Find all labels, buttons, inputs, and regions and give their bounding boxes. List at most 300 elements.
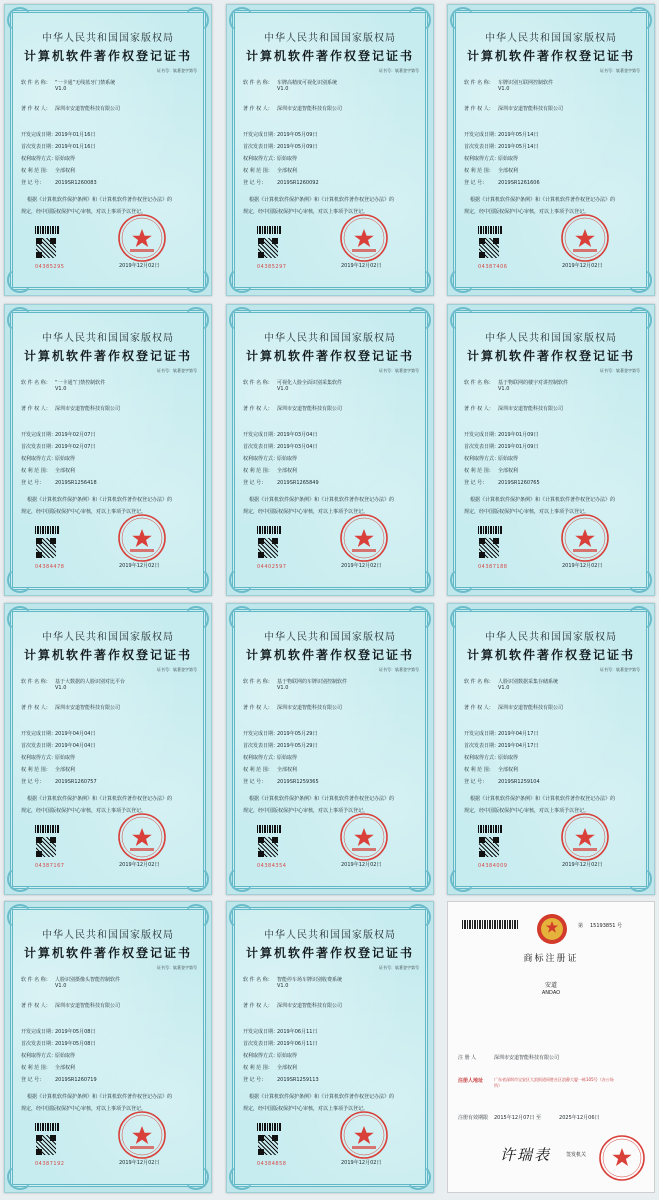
trademark-office-seal	[598, 1134, 646, 1182]
legal-paragraph-1: 根据《计算机软件保护条例》和《计算机软件著作权登记办法》的	[470, 796, 616, 802]
validity-label: 注册有效期限	[458, 1115, 489, 1121]
serial-number: 04384858	[257, 1161, 287, 1167]
owner-row	[243, 405, 423, 412]
acquisition-label: 权利取得方式：	[21, 456, 57, 462]
owner-value: 深圳市安道智能科技有限公司	[55, 106, 121, 112]
rights-scope-row	[243, 1064, 423, 1071]
legal-paragraph-2: 规定，经中国版权保护中心审核，对以上事项予以登记。	[464, 808, 590, 814]
software-version: V1.0	[277, 685, 289, 691]
publish-date-label: 首次发表日期：	[21, 1041, 57, 1047]
acquisition-value: 原始取得	[498, 156, 519, 162]
publish-date: 2019年05月14日	[498, 144, 539, 150]
software-name: 基于物联网的车牌识别控制软件	[277, 679, 348, 685]
certificate-number: 证书号：软著登字第号	[379, 667, 419, 672]
publish-date-row	[243, 443, 423, 450]
registration-row	[243, 1076, 423, 1083]
legal-paragraph-1: 根据《计算机软件保护条例》和《计算机软件著作权登记办法》的	[470, 497, 616, 503]
software-version: V1.0	[277, 86, 289, 92]
certificate-number: 证书号：软著登字第号	[157, 667, 197, 672]
seal-date: 2019年12月02日	[562, 263, 603, 269]
issuer-title: 中华人民共和国国家版权局	[42, 33, 174, 44]
registration-number: 2019SR1261606	[498, 180, 540, 186]
publish-date-row	[464, 742, 644, 749]
acquisition-value: 原始取得	[55, 456, 76, 462]
rights-scope-label: 权 利 范 围：	[243, 468, 273, 474]
copyright-certificate-10	[4, 901, 212, 1193]
acquisition-row	[464, 455, 644, 462]
qr-code	[35, 237, 57, 259]
acquisition-label: 权利取得方式：	[464, 456, 500, 462]
serial-number: 04385295	[35, 264, 65, 270]
rights-scope-value: 全部权利	[498, 468, 519, 474]
acquisition-value: 原始取得	[277, 755, 298, 761]
legal-paragraph-2: 规定，经中国版权保护中心审核，对以上事项予以登记。	[21, 1106, 147, 1112]
acquisition-label: 权利取得方式：	[21, 755, 57, 761]
registration-row	[464, 479, 644, 486]
completion-date-row	[243, 131, 423, 138]
barcode	[257, 825, 281, 833]
registration-label: 登 记 号：	[464, 180, 488, 186]
registration-number: 2019SR1260757	[55, 779, 97, 785]
acquisition-label: 权利取得方式：	[21, 156, 57, 162]
publish-date: 2019年02月07日	[55, 444, 96, 450]
registration-number: 2019SR1260092	[277, 180, 319, 186]
rights-scope-label: 权 利 范 围：	[21, 468, 51, 474]
completion-date-label: 开发完成日期：	[21, 432, 57, 438]
serial-number: 04387192	[35, 1161, 65, 1167]
certificate-title: 计算机软件著作权登记证书	[466, 648, 635, 662]
certificate-number: 证书号：软著登字第号	[600, 667, 640, 672]
registration-label: 登 记 号：	[21, 1077, 45, 1083]
seal-date: 2019年12月02日	[119, 1160, 160, 1166]
publish-date-row	[464, 143, 644, 150]
software-name-label: 软 件 名 称：	[21, 380, 51, 386]
completion-date-label: 开发完成日期：	[243, 132, 279, 138]
issuer-title: 中华人民共和国国家版权局	[264, 632, 396, 643]
completion-date-label: 开发完成日期：	[243, 731, 279, 737]
rights-scope-value: 全部权利	[55, 168, 76, 174]
barcode	[35, 825, 59, 833]
publish-date-label: 首次发表日期：	[21, 444, 57, 450]
certificate-title: 计算机软件著作权登记证书	[466, 349, 635, 363]
certificate-title: 计算机软件著作权登记证书	[245, 946, 414, 960]
completion-date-label: 开发完成日期：	[243, 432, 279, 438]
qr-code	[257, 237, 279, 259]
registration-row	[243, 778, 423, 785]
copyright-certificate-2	[226, 4, 434, 296]
rights-scope-row	[464, 167, 644, 174]
registration-label: 登 记 号：	[21, 480, 45, 486]
registration-number: 2019SR1259365	[277, 779, 319, 785]
rights-scope-row	[21, 467, 201, 474]
completion-date: 2019年03月04日	[277, 432, 318, 438]
publish-date: 2019年05月29日	[277, 743, 318, 749]
seal-date: 2019年12月02日	[341, 563, 382, 569]
rights-scope-label: 权 利 范 围：	[21, 767, 51, 773]
software-name: 基于大数据的人脸识别对比平台	[55, 679, 126, 685]
copyright-certificate-1	[4, 4, 212, 296]
publish-date: 2019年03月04日	[277, 444, 318, 450]
software-version: V1.0	[55, 983, 67, 989]
registration-number: 2019SR1260083	[55, 180, 97, 186]
validity-to: 2025年12月06日	[559, 1115, 600, 1121]
certificate-title: 计算机软件著作权登记证书	[245, 349, 414, 363]
qr-code	[478, 237, 500, 259]
publish-date-label: 首次发表日期：	[21, 743, 57, 749]
publish-date: 2019年04月17日	[498, 743, 539, 749]
acquisition-label: 权利取得方式：	[243, 1053, 279, 1059]
qr-code	[478, 836, 500, 858]
certificate-number: 证书号：软著登字第号	[379, 68, 419, 73]
owner-value: 深圳市安道智能科技有限公司	[55, 1003, 121, 1009]
owner-label: 著 作 权 人：	[243, 406, 273, 412]
owner-row	[21, 105, 201, 112]
rights-scope-row	[21, 167, 201, 174]
software-name-row	[243, 379, 423, 386]
publish-date-row	[21, 1040, 201, 1047]
official-seal	[117, 812, 167, 862]
barcode	[478, 226, 502, 234]
rights-scope-row	[21, 1064, 201, 1071]
legal-paragraph-2: 规定，经中国版权保护中心审核，对以上事项予以登记。	[243, 1106, 369, 1112]
seal-date: 2019年12月02日	[119, 563, 160, 569]
acquisition-row	[243, 1052, 423, 1059]
acquisition-label: 权利取得方式：	[243, 755, 279, 761]
completion-date: 2019年01月09日	[498, 432, 539, 438]
software-name: 人脸识别数据采集存储系统	[498, 679, 559, 685]
rights-scope-value: 全部权利	[277, 468, 298, 474]
owner-label: 著 作 权 人：	[21, 1003, 51, 1009]
owner-row	[21, 405, 201, 412]
publish-date: 2019年04月04日	[55, 743, 96, 749]
software-name-row	[21, 678, 201, 685]
address-row	[458, 1077, 644, 1089]
owner-label: 著 作 权 人：	[243, 1003, 273, 1009]
registration-number: 2019SR1256418	[55, 480, 97, 486]
software-name-label: 软 件 名 称：	[21, 679, 51, 685]
serial-number: 04387188	[478, 564, 508, 570]
registration-label: 登 记 号：	[21, 180, 45, 186]
header-barcode	[462, 920, 518, 929]
issuer-title: 中华人民共和国国家版权局	[485, 333, 617, 344]
rights-scope-value: 全部权利	[55, 767, 76, 773]
software-name: “一卡通”门禁控制软件	[55, 380, 106, 386]
software-name-label: 软 件 名 称：	[21, 977, 51, 983]
registration-label: 登 记 号：	[21, 779, 45, 785]
acquisition-value: 原始取得	[498, 456, 519, 462]
issuer-title: 中华人民共和国国家版权局	[42, 632, 174, 643]
registrant-label: 注 册 人	[458, 1055, 477, 1061]
qr-code	[35, 537, 57, 559]
registration-label: 登 记 号：	[464, 480, 488, 486]
serial-number: 04402597	[257, 564, 287, 570]
software-name-label: 软 件 名 称：	[21, 80, 51, 86]
rights-scope-row	[243, 167, 423, 174]
software-name-label: 软 件 名 称：	[243, 380, 273, 386]
rights-scope-label: 权 利 范 围：	[21, 1065, 51, 1071]
publish-date-row	[243, 742, 423, 749]
validity-from: 2015年12月07日 至	[494, 1115, 542, 1121]
barcode	[257, 526, 281, 534]
owner-row	[243, 105, 423, 112]
software-name-label: 软 件 名 称：	[243, 80, 273, 86]
rights-scope-row	[243, 766, 423, 773]
trademark-certificate	[447, 901, 655, 1193]
registration-number: 2019SR1265849	[277, 480, 319, 486]
completion-date-row	[464, 431, 644, 438]
software-name-row	[464, 379, 644, 386]
software-name-label: 软 件 名 称：	[243, 679, 273, 685]
software-version: V1.0	[498, 86, 510, 92]
software-version: V1.0	[498, 386, 510, 392]
registration-label: 登 记 号：	[464, 779, 488, 785]
rights-scope-row	[464, 467, 644, 474]
completion-date-label: 开发完成日期：	[21, 1029, 57, 1035]
serial-number: 04387406	[478, 264, 508, 270]
registration-label: 登 记 号：	[243, 779, 267, 785]
copyright-certificate-11	[226, 901, 434, 1193]
rights-scope-label: 权 利 范 围：	[243, 767, 273, 773]
owner-value: 深圳市安道智能科技有限公司	[277, 106, 343, 112]
owner-row	[464, 105, 644, 112]
software-name-label: 软 件 名 称：	[464, 380, 494, 386]
publish-date-label: 首次发表日期：	[243, 743, 279, 749]
certificate-title: 计算机软件著作权登记证书	[23, 349, 192, 363]
address-value: 广东省深圳市宝安区大浪街道同胜社区浪静大厦一栋105号（办公场所）	[494, 1077, 614, 1088]
registration-label: 登 记 号：	[243, 1077, 267, 1083]
certificate-number: 证书号：软著登字第号	[157, 68, 197, 73]
completion-date-row	[21, 1028, 201, 1035]
publish-date: 2019年01月16日	[55, 144, 96, 150]
trademark-number-label: 第	[578, 923, 584, 929]
owner-value: 深圳市安道智能科技有限公司	[498, 705, 564, 711]
registration-row	[21, 179, 201, 186]
owner-label: 著 作 权 人：	[243, 106, 273, 112]
rights-scope-label: 权 利 范 围：	[464, 168, 494, 174]
owner-row	[464, 405, 644, 412]
copyright-certificate-6	[447, 304, 655, 596]
registration-number: 2019SR1259104	[498, 779, 540, 785]
owner-row	[243, 1002, 423, 1009]
software-name: 人脸识别摄像头智能控制软件	[55, 977, 121, 983]
rights-scope-label: 权 利 范 围：	[464, 767, 494, 773]
legal-paragraph-2: 规定，经中国版权保护中心审核，对以上事项予以登记。	[464, 209, 590, 215]
publish-date-row	[21, 443, 201, 450]
qr-code	[257, 836, 279, 858]
registrant-value: 深圳市安道智能科技有限公司	[494, 1055, 560, 1061]
certificate-number: 证书号：软著登字第号	[379, 965, 419, 970]
certificate-number: 证书号：软著登字第号	[600, 68, 640, 73]
acquisition-value: 原始取得	[55, 1053, 76, 1059]
publish-date-label: 首次发表日期：	[464, 144, 500, 150]
software-name-row	[464, 678, 644, 685]
seal-date: 2019年12月02日	[562, 563, 603, 569]
completion-date: 2019年02月07日	[55, 432, 96, 438]
registrant-row	[458, 1054, 644, 1061]
rights-scope-value: 全部权利	[277, 168, 298, 174]
barcode	[478, 825, 502, 833]
issuer-title: 中华人民共和国国家版权局	[485, 33, 617, 44]
completion-date-label: 开发完成日期：	[21, 132, 57, 138]
owner-label: 著 作 权 人：	[21, 406, 51, 412]
registration-row	[21, 778, 201, 785]
address-label: 注册人地址	[458, 1078, 484, 1084]
registration-row	[21, 479, 201, 486]
registration-label: 登 记 号：	[243, 180, 267, 186]
registration-number: 2019SR1260719	[55, 1077, 97, 1083]
legal-paragraph-2: 规定，经中国版权保护中心审核，对以上事项予以登记。	[464, 509, 590, 515]
completion-date-row	[464, 131, 644, 138]
legal-paragraph-2: 规定，经中国版权保护中心审核，对以上事项予以登记。	[21, 209, 147, 215]
owner-value: 深圳市安道智能科技有限公司	[498, 106, 564, 112]
software-name: 车牌高精度可视化识别系统	[277, 80, 338, 86]
publish-date: 2019年06月11日	[277, 1041, 318, 1047]
legal-paragraph-1: 根据《计算机软件保护条例》和《计算机软件著作权登记办法》的	[249, 1094, 395, 1100]
completion-date: 2019年05月29日	[277, 731, 318, 737]
software-name-label: 软 件 名 称：	[243, 977, 273, 983]
registration-row	[21, 1076, 201, 1083]
official-seal	[339, 812, 389, 862]
official-seal	[560, 513, 610, 563]
publish-date: 2019年05月08日	[55, 1041, 96, 1047]
official-seal	[117, 213, 167, 263]
acquisition-label: 权利取得方式：	[21, 1053, 57, 1059]
certificate-title: 计算机软件著作权登记证书	[245, 648, 414, 662]
rights-scope-value: 全部权利	[498, 168, 519, 174]
barcode	[257, 226, 281, 234]
publish-date-row	[243, 1040, 423, 1047]
software-version: V1.0	[277, 983, 289, 989]
trademark-number: 15193851 号	[590, 923, 623, 929]
owner-label: 著 作 权 人：	[21, 106, 51, 112]
registration-label: 登 记 号：	[243, 480, 267, 486]
legal-paragraph-1: 根据《计算机软件保护条例》和《计算机软件著作权登记办法》的	[27, 497, 173, 503]
owner-value: 深圳市安道智能科技有限公司	[277, 705, 343, 711]
qr-code	[35, 836, 57, 858]
rights-scope-value: 全部权利	[55, 468, 76, 474]
completion-date-label: 开发完成日期：	[243, 1029, 279, 1035]
owner-label: 著 作 权 人：	[464, 705, 494, 711]
seal-date: 2019年12月02日	[562, 862, 603, 868]
legal-paragraph-1: 根据《计算机软件保护条例》和《计算机软件著作权登记办法》的	[27, 197, 173, 203]
acquisition-row	[464, 155, 644, 162]
trademark-mark-latin: ANDAO	[541, 990, 561, 996]
software-name-row	[21, 79, 201, 86]
publish-date-label: 首次发表日期：	[464, 743, 500, 749]
trademark-mark: 安道	[544, 982, 557, 989]
serial-number: 04387167	[35, 863, 65, 869]
seal-date: 2019年12月02日	[341, 1160, 382, 1166]
official-seal	[339, 1110, 389, 1160]
official-seal	[117, 513, 167, 563]
software-name-label: 软 件 名 称：	[464, 679, 494, 685]
acquisition-row	[21, 1052, 201, 1059]
copyright-certificate-5	[226, 304, 434, 596]
certificate-number: 证书号：软著登字第号	[157, 965, 197, 970]
certificate-number: 证书号：软著登字第号	[379, 368, 419, 373]
issuing-authority-label: 签发机关	[566, 1152, 587, 1158]
acquisition-value: 原始取得	[55, 156, 76, 162]
registration-row	[243, 479, 423, 486]
certificate-title: 计算机软件著作权登记证书	[245, 49, 414, 63]
owner-value: 深圳市安道智能科技有限公司	[498, 406, 564, 412]
rights-scope-label: 权 利 范 围：	[243, 1065, 273, 1071]
acquisition-row	[21, 155, 201, 162]
registration-row	[464, 179, 644, 186]
trademark-title: 商标注册证	[523, 954, 579, 964]
rights-scope-label: 权 利 范 围：	[243, 168, 273, 174]
publish-date-label: 首次发表日期：	[243, 144, 279, 150]
publish-date-row	[21, 742, 201, 749]
rights-scope-row	[464, 766, 644, 773]
legal-paragraph-1: 根据《计算机软件保护条例》和《计算机软件著作权登记办法》的	[27, 796, 173, 802]
serial-number: 04385297	[257, 264, 287, 270]
legal-paragraph-2: 规定，经中国版权保护中心审核，对以上事项予以登记。	[21, 808, 147, 814]
national-emblem-icon	[534, 912, 570, 946]
serial-number: 04384009	[478, 863, 508, 869]
barcode	[35, 226, 59, 234]
completion-date-row	[243, 431, 423, 438]
issuer-title: 中华人民共和国国家版权局	[42, 930, 174, 941]
software-version: V1.0	[55, 685, 67, 691]
rights-scope-value: 全部权利	[498, 767, 519, 773]
rights-scope-value: 全部权利	[277, 767, 298, 773]
completion-date-label: 开发完成日期：	[464, 432, 500, 438]
completion-date-row	[243, 730, 423, 737]
completion-date-row	[21, 131, 201, 138]
owner-label: 著 作 权 人：	[21, 705, 51, 711]
publish-date-label: 首次发表日期：	[243, 444, 279, 450]
software-name: 车牌识别互联网控制软件	[498, 80, 554, 86]
signature: 许瑞表	[500, 1146, 552, 1164]
acquisition-row	[243, 754, 423, 761]
completion-date: 2019年04月17日	[498, 731, 539, 737]
publish-date-label: 首次发表日期：	[464, 444, 500, 450]
certificate-number: 证书号：软著登字第号	[157, 368, 197, 373]
rights-scope-row	[21, 766, 201, 773]
rights-scope-value: 全部权利	[277, 1065, 298, 1071]
qr-code	[35, 1134, 57, 1156]
qr-code	[257, 1134, 279, 1156]
certificate-number: 证书号：软著登字第号	[600, 368, 640, 373]
completion-date: 2019年05月14日	[498, 132, 539, 138]
owner-row	[21, 704, 201, 711]
owner-row	[464, 704, 644, 711]
software-name-row	[21, 976, 201, 983]
publish-date-label: 首次发表日期：	[243, 1041, 279, 1047]
software-name-row	[21, 379, 201, 386]
software-name-row	[243, 976, 423, 983]
acquisition-label: 权利取得方式：	[464, 755, 500, 761]
software-version: V1.0	[55, 386, 67, 392]
owner-label: 著 作 权 人：	[464, 406, 494, 412]
copyright-certificate-7	[4, 603, 212, 895]
barcode	[35, 1123, 59, 1131]
issuer-title: 中华人民共和国国家版权局	[264, 333, 396, 344]
acquisition-label: 权利取得方式：	[243, 456, 279, 462]
issuer-title: 中华人民共和国国家版权局	[42, 333, 174, 344]
publish-date: 2019年05月09日	[277, 144, 318, 150]
legal-paragraph-2: 规定，经中国版权保护中心审核，对以上事项予以登记。	[21, 509, 147, 515]
completion-date-row	[243, 1028, 423, 1035]
publish-date-row	[464, 443, 644, 450]
seal-date: 2019年12月02日	[119, 862, 160, 868]
copyright-certificate-8	[226, 603, 434, 895]
completion-date: 2019年06月11日	[277, 1029, 318, 1035]
serial-number: 04384478	[35, 564, 65, 570]
registration-row	[464, 778, 644, 785]
acquisition-row	[21, 754, 201, 761]
